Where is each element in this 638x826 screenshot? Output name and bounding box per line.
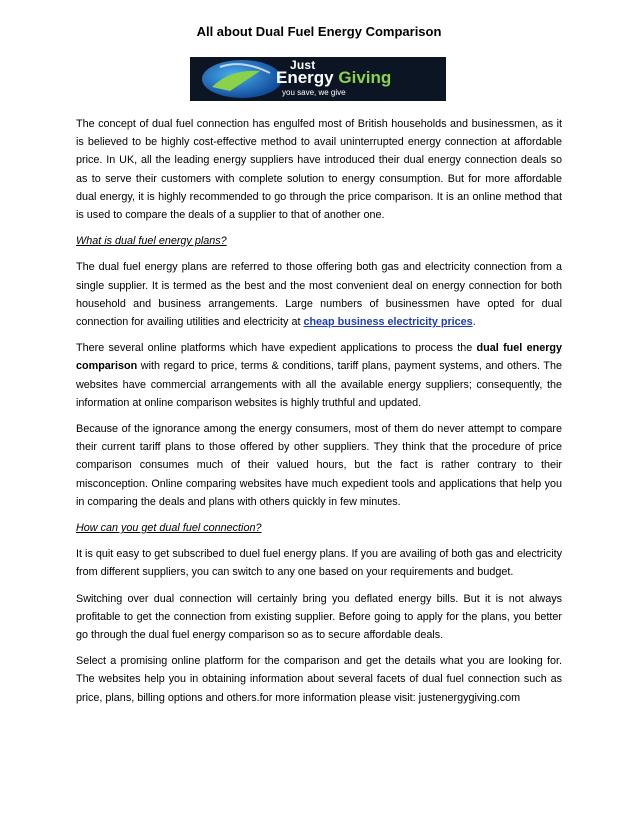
- paragraph: Select a promising online platform for the comparison and get the details what you are looking for. The websites help you in obtaining information about several facets of dual fuel connection such as price, plans, billing options and others.for more information please visit: justenergygiving.com: [76, 655, 562, 704]
- cheap-business-electricity-link[interactable]: cheap business electricity prices: [303, 316, 473, 329]
- paragraph: Switching over dual connection will certainly bring you deflated energy bills. But it is not always profitable to get the connection from existing supplier. Before going to apply for the plans, you better go through the dual fuel energy comparison so as to secure affordable deals.: [76, 592, 562, 642]
- paragraph: The dual fuel energy plans are referred to those offering both gas and electricity connection from a single supplier. It is termed as the best and the most convenient deal on energy connection for both household and business arrangements. Large numbers of businessmen have opted for dual connection for availing utilities and electricity at cheap business electricity prices.: [76, 261, 562, 329]
- paragraph: Because of the ignorance among the energy consumers, most of them do never attempt to compare their current tariff plans to those offered by other suppliers. They think that the procedure of price comparison consumes much of their valued hours, but the fact is rather contrary to their misconception. Online comparing websites have much expedient tools and applications that help you in comparing the deals and plans with others quickly in few minutes.: [76, 423, 562, 508]
- document-body: [76, 115, 562, 715]
- logo-tagline: you save, we give: [282, 88, 346, 97]
- logo-text-just: Just: [290, 58, 316, 72]
- paragraph: The concept of dual fuel connection has engulfed most of British households and businessmen, as it is believed to be highly cost-effective method to avail uninterrupted energy connection at affordable price. In UK, all the leading energy suppliers have introduced their dual energy connection deals so as to serve their customers with complete solution to energy consumption. But for more affordable dual energy, it is highly recommended to go through the price comparison. It is an online method that is used to compare the deals of a supplier to that of another one.: [76, 118, 562, 222]
- section-heading: What is dual fuel energy plans?: [76, 235, 227, 248]
- just-energy-giving-logo: [190, 57, 446, 101]
- section-heading: How can you get dual fuel connection?: [76, 522, 262, 535]
- paragraph: It is quit easy to get subscribed to duel fuel energy plans. If you are availing of both gas and electricity from different suppliers, you can switch to any one based on your requirements and budget.: [76, 548, 562, 579]
- logo-text-energy-giving: Energy Giving: [276, 68, 392, 87]
- paragraph: There several online platforms which have expedient applications to process the dual fuel energy comparison with regard to price, terms & conditions, tariff plans, payment systems, and others. The websites have commercial arrangements with all the available energy suppliers; consequently, the information at online comparison websites is highly truthful and updated.: [76, 342, 563, 409]
- document-title: All about Dual Fuel Energy Comparison: [196, 24, 442, 39]
